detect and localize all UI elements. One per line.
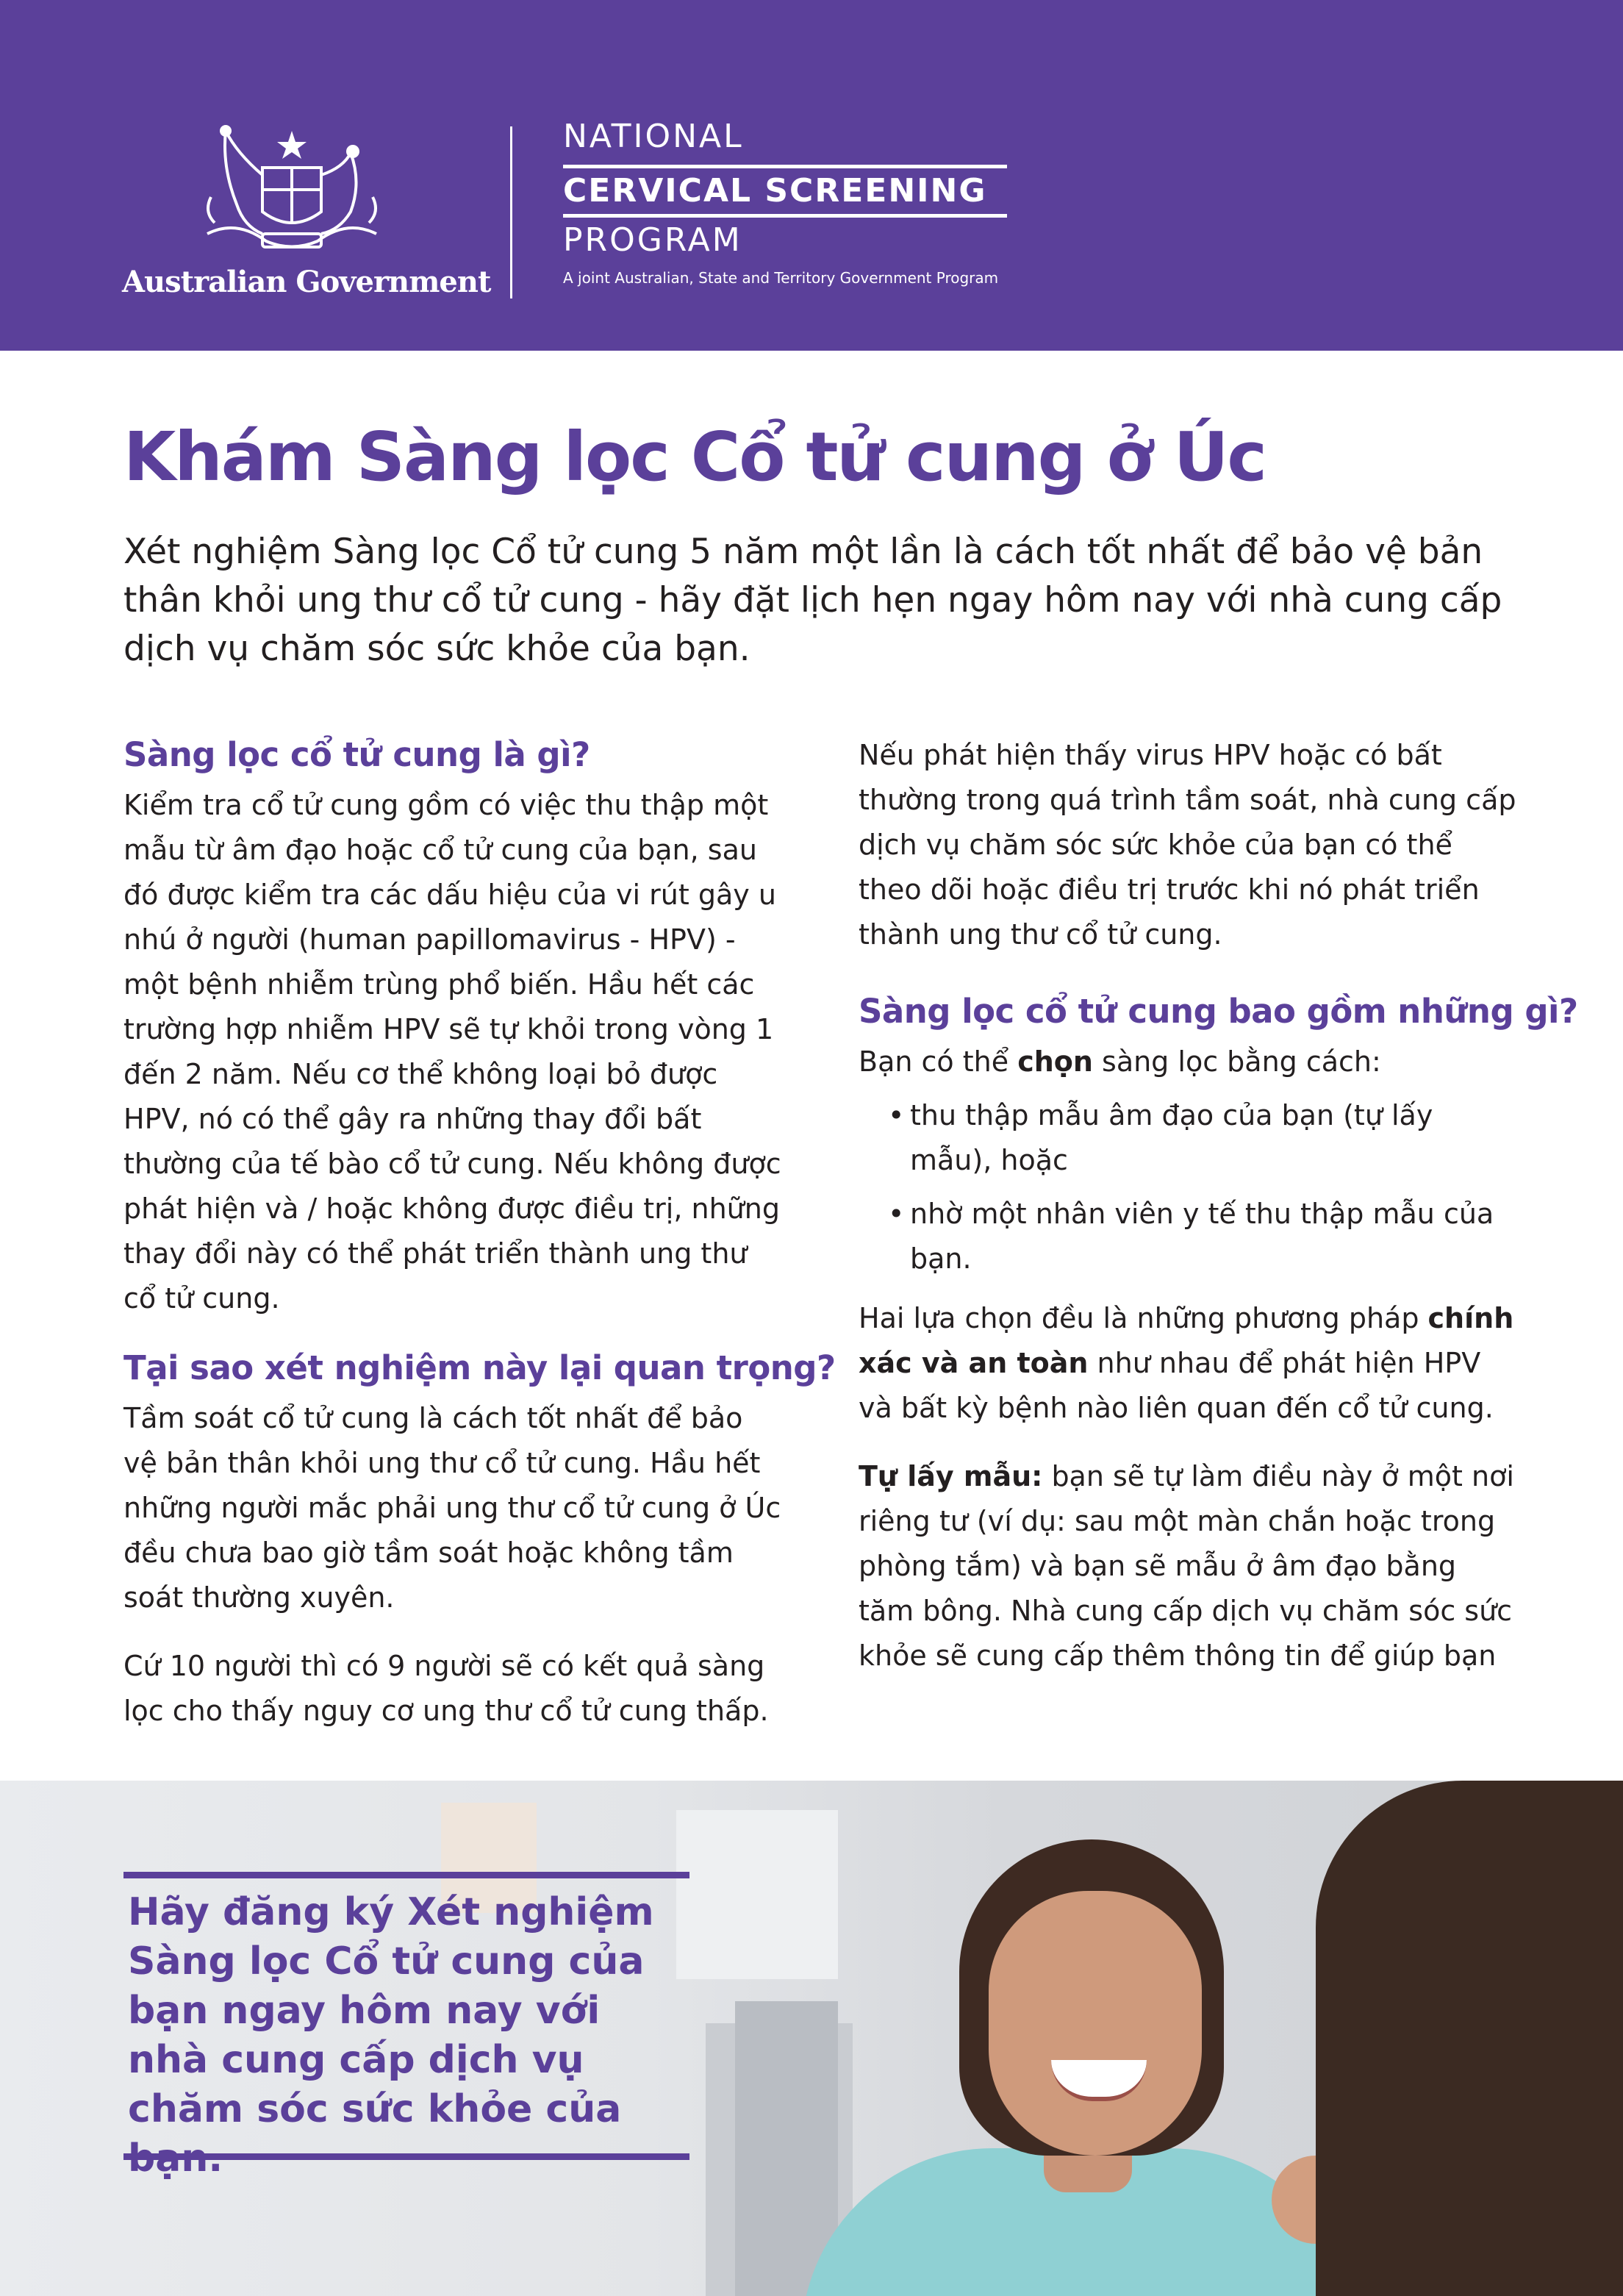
government-name: Australian Government: [122, 265, 491, 299]
woman-face: [989, 1891, 1202, 2156]
hpv-found-text: Nếu phát hiện thấy virus HPV hoặc có bất thường trong quá trình tầm soát, nhà cung cấp dịch vụ chăm sóc sức khỏe của bạn có thể theo dõi hoặc điều trị trước khi nó phát triển thành ung thư cổ tử cung.: [859, 739, 1516, 951]
header-banner: [0, 0, 1623, 351]
callout-text: Hãy đăng ký Xét nghiệm Sàng lọc Cổ tử cung của bạn ngay hôm nay với nhà cung cấp dịch vụ chăm sóc sức khỏe của: [128, 1890, 654, 2131]
program-tagline: A joint Australian, State and Territory Government Program: [563, 269, 999, 287]
page-title: Khám Sàng lọc Cổ tử cung ở Úc: [123, 418, 1266, 496]
self-collection-bold: Tự lấy mẫu:: [859, 1460, 1043, 1492]
callout-rule-top: [123, 1872, 689, 1878]
header-divider: [510, 126, 512, 298]
why-important-text: Tầm soát cổ tử cung là cách tốt nhất để bảo vệ bản thân khỏi ung thư cổ tử cung. Hầu hết những người mắc phải ung thư cổ tử cung ở Úc đều chưa bao giờ tầm soát hoặc không tầm soát thường xuyên.: [123, 1402, 781, 1614]
program-line-program: PROGRAM: [563, 221, 742, 259]
heading-why-important: Tại sao xét nghiệm này lại quan trọng?: [123, 1348, 836, 1387]
heading-what-is-screening: Sàng lọc cổ tử cung là gì?: [123, 735, 590, 774]
program-logo: [563, 118, 1019, 287]
what-is-screening-text: Kiểm tra cổ tử cung gồm có việc thu thập một mẫu từ âm đạo hoặc cổ tử cung của bạn, sau đó được kiểm tra các dấu hiệu của vi rút gây u nhú ở người (human papillomavirus - HPV) - một bệnh nhiễm trùng phổ biến. Hầu hết các trường hợp nhiễm HPV sẽ tự khỏi trong vòng 1 đến 2 năm. Nếu cơ thể không loại bỏ được HPV, nó có thể gây ra những thay đổi bất thường của tế bào cổ tử cung. Nếu không được phát hiện và / hoặc không được điều trị, những thay đổi này có thể phát triển thành ung thư cổ tử cung.: [123, 789, 781, 1315]
foreground-person-hair: [1316, 1781, 1623, 2296]
list-item: • thu thập mẫu âm đạo của bạn (tự lấy mẫu), hoặc: [910, 1093, 1520, 1183]
right-column: [859, 733, 1578, 1678]
program-line-national: NATIONAL: [563, 118, 744, 155]
self-collection-text: Tự lấy mẫu: bạn sẽ tự làm điều này ở một nơi riêng tư (ví dụ: sau một màn chắn hoặc trong phòng tắm) và bạn sẽ mẫu ở âm đạo bằng tăm bông. Nhà cung cấp dịch vụ chăm sóc sức khỏe sẽ cung cấp thêm thông tin để giúp bạn: [859, 1460, 1514, 1672]
list-item: • nhờ một nhân viên y tế thu thập mẫu của bạn.: [910, 1192, 1520, 1281]
choose-bold: chọn: [1017, 1045, 1093, 1078]
both-options-text: Hai lựa chọn đều là những phương pháp chính xác và an toàn như nhau để phát hiện HPV và bất kỳ bệnh nào liên quan đến cổ tử cung.: [859, 1302, 1514, 1424]
screening-options-list: [859, 1093, 1520, 1281]
left-column: [123, 732, 836, 1734]
nine-in-ten-text: Cứ 10 người thì có 9 người sẽ có kết quả sàng lọc cho thấy nguy cơ ung thư cổ tử cung thấp.: [123, 1650, 769, 1727]
coat-of-arms-icon: [193, 124, 391, 260]
accurate-safe-bold: chính xác và an toàn: [859, 1302, 1514, 1379]
choose-text: Bạn có thể chọn sàng lọc bằng cách:: [859, 1045, 1381, 1078]
callout-rule-bottom: [123, 2153, 689, 2160]
intro-text: Xét nghiệm Sàng lọc Cổ tử cung 5 năm một lần là cách tốt nhất để bảo vệ bản thân khỏi ung thư cổ tử cung - hãy đặt lịch hẹn ngay hôm nay với nhà cung cấp dịch vụ chăm sóc sức khỏe của bạn.: [123, 532, 1502, 669]
heading-what-involves: Sàng lọc cổ tử cung bao gồm những gì?: [859, 992, 1578, 1031]
program-line-cervical: CERVICAL SCREENING: [563, 172, 987, 210]
